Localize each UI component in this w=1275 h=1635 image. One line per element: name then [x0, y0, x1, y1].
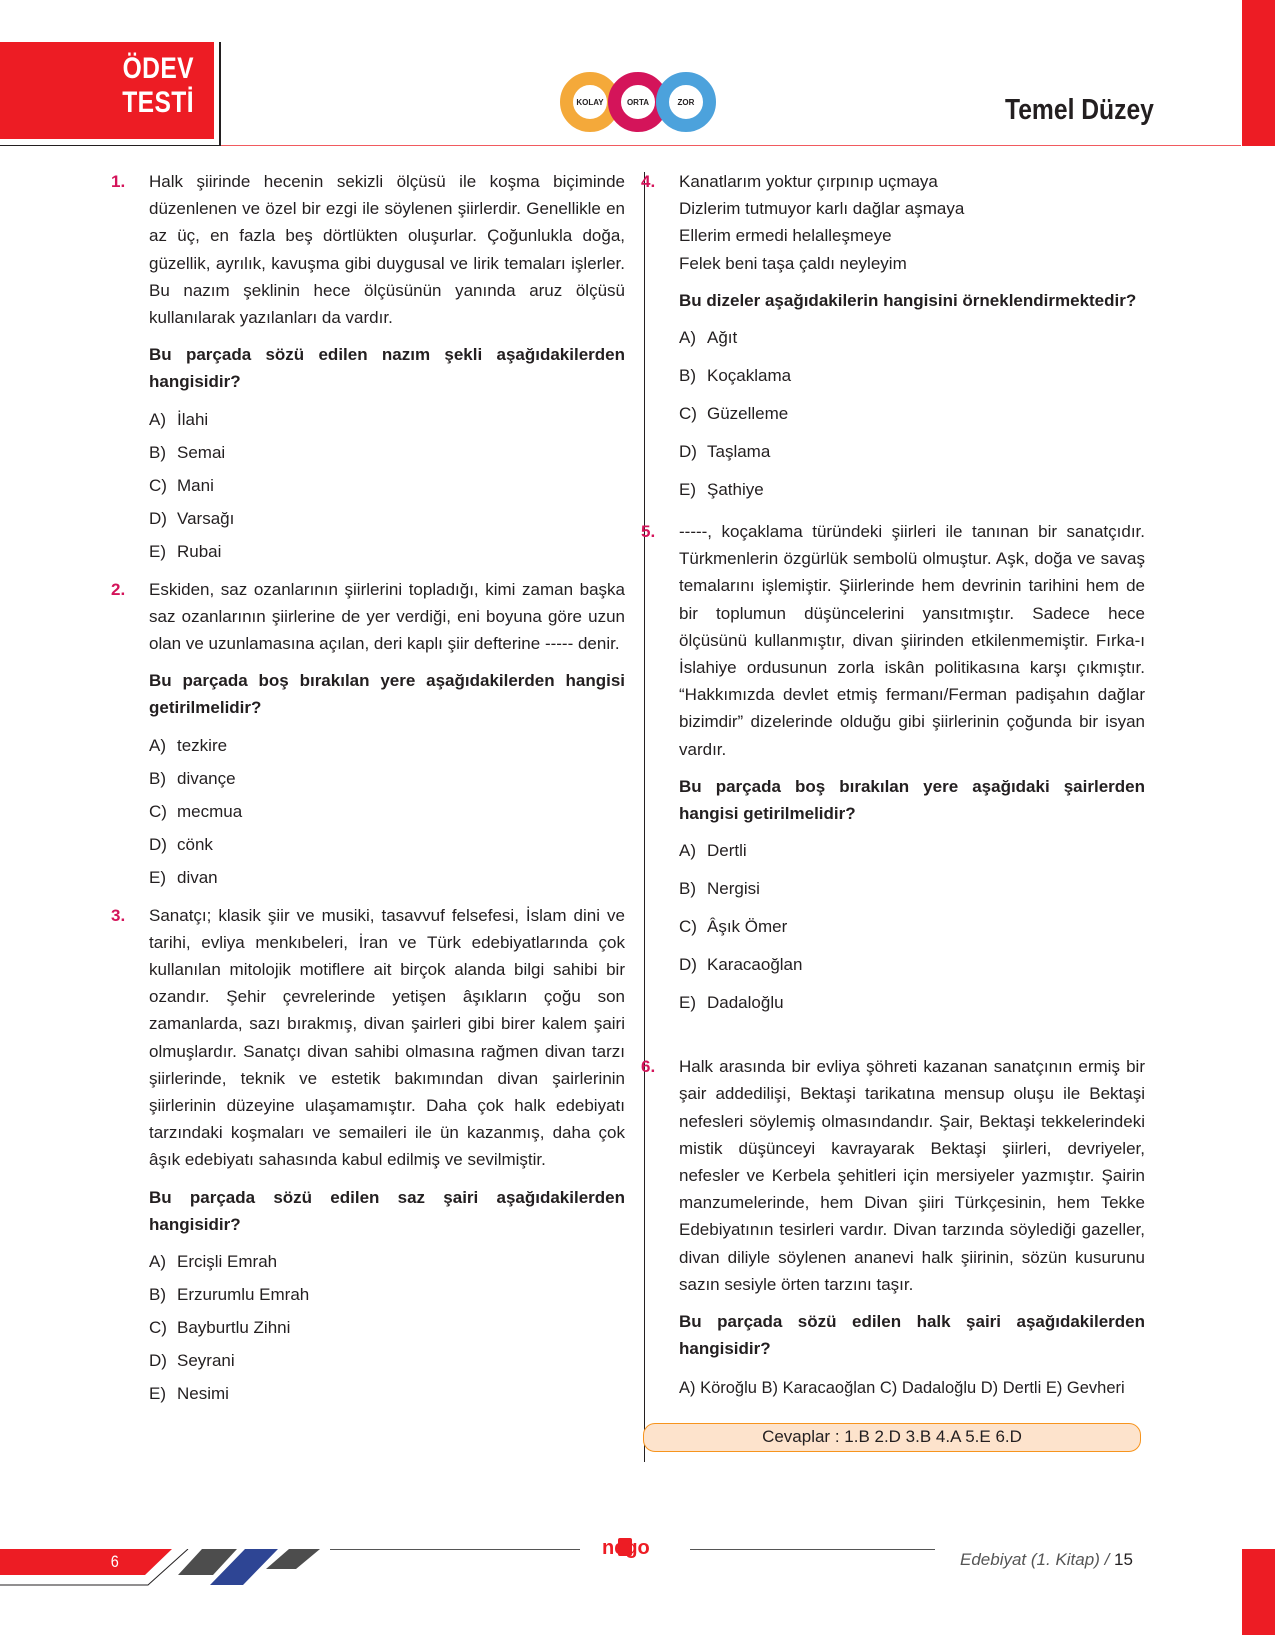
question-prompt: Bu parçada sözü edilen nazım şekli aşağıdakilerden hangisidir? — [149, 345, 625, 392]
page-separator: / — [1099, 1550, 1115, 1569]
option-a[interactable]: A) Ağıt — [679, 328, 738, 348]
question-number: 3. — [111, 905, 126, 925]
question-stem: -----, koçaklama türündeki şiirleri ile tanınan bir sanatçıdır. Türkmenlerin özgürlük sembolü olmuştur. Aşk, doğa ve savaş temalarını işlemiştir. Şiirlerinde hem devrinin tarihini hem de bir toplumun düşüncelerini yansıtmıştır. Sadece hece ölçüsünü kullanmıştır, divan şiirinden etkilenmemiştir. Fırka-ı İslahiye ordusunun zorla iskân politikasına karşı çıkmıştır. “Hakkımızda devlet etmiş fermanı/Ferman padişahın dağlar bizimdir” dizelerinde olduğu gibi şiirlerinin çoğunda bir isyan vardır. — [679, 522, 1145, 759]
difficulty-indicator — [560, 72, 720, 136]
logo-text: nego — [602, 1537, 650, 1559]
question-stem: Halk arasında bir evliya şöhreti kazanan sanatçının ermiş bir şair addedilişi, Bektaşi tarikatına mensup oluşu ile Bektaşi nefesleri söylemiş olmasındandır. Şair, Bektaşi tekkelerindeki mistik düşünceyi kavrayarak Bektaşi şiirleri, devriyeler, nefesler ve Kerbela şehitleri için mersiyeler yazmıştır. Şairin manzumelerinde, hem Divan şiiri Türkçesinin, hem Tekke Edebiyatının tesirleri vardır. Divan tarzında söylediği gazeller, divan diliyle söylenen ananevi halk şiirinin, sözün kusurunu sazın sesiyle örten tarzını taşır. — [679, 1057, 1145, 1294]
poem-line: Ellerim ermedi helalleşmeye — [679, 226, 892, 246]
options-inline: A) Köroğlu B) Karacaoğlan C) Dadaloğlu D) Dertli E) Gevheri — [679, 1379, 1125, 1398]
question-4 — [641, 168, 1145, 500]
question-3 — [111, 902, 625, 1404]
question-stem: Sanatçı; klasik şiir ve musiki, tasavvuf felsefesi, İslam dini ve tarihi, evliya menkıbeleri, İran ve Türk edebiyatlarında çok kullanılan mitolojik motiflere ait birçok alanda bilgi sahibi bir ozandır. Şehir çevrelerinde yetişen âşıkların çoğu son zamanlarda, sazı bırakmış, divan şairleri gibi birer kalem şairi olmuşlardır. Sanatçı divan sahibi olmasına rağmen divan tarzı şiirlerinde, teknik ve estetik bakımından divan şairlerinin şiirlerinin düzeyine ulaşamamıştır. Daha çok halk edebiyatı tarzındaki koşmaları ve semaileri ile ün kazanmış, daha çok âşık edebiyatı sahasında kabul edilmiş ve sevilmiştir. — [149, 905, 625, 1170]
option-d[interactable]: D) Seyrani — [149, 1351, 235, 1371]
option-c[interactable]: C) Güzelleme — [679, 404, 789, 424]
page-number-right: 15 — [1114, 1550, 1133, 1569]
footer-stripes — [0, 1549, 330, 1589]
question-2 — [111, 576, 625, 888]
question-number: 2. — [111, 579, 126, 599]
option-e[interactable]: E) Dadaloğlu — [679, 993, 784, 1013]
level-title: Temel Düzey — [1005, 94, 1154, 126]
question-5 — [641, 518, 1145, 1013]
question-prompt: Bu parçada boş bırakılan yere aşağıdakilerden hangisi getirilmelidir? — [149, 671, 625, 718]
option-e[interactable]: E) Şathiye — [679, 480, 764, 500]
options-list — [149, 736, 625, 888]
difficulty-label-medium: ORTA — [626, 97, 650, 107]
question-prompt: Bu parçada sözü edilen saz şairi aşağıdakilerden hangisidir? — [149, 1187, 625, 1234]
option-b[interactable]: B) Semai — [149, 442, 226, 462]
question-number: 5. — [641, 522, 656, 542]
question-prompt: Bu parçada sözü edilen halk şairi aşağıdakilerden hangisidir? — [679, 1312, 1145, 1359]
header-divider — [219, 42, 221, 146]
option-d[interactable]: D) cönk — [149, 834, 213, 854]
option-a[interactable]: A) Dertli — [679, 841, 747, 861]
options-list — [679, 328, 1145, 500]
option-d[interactable]: D) Karacaoğlan — [679, 955, 803, 975]
difficulty-ring-hard — [656, 72, 716, 132]
option-c[interactable]: C) Bayburtlu Zihni — [149, 1318, 291, 1338]
footer-rule-left — [330, 1549, 580, 1550]
poem-line: Dizlerim tutmuyor karlı dağlar aşmaya — [679, 199, 965, 219]
option-a[interactable]: A) tezkire — [149, 735, 228, 755]
option-b[interactable]: B) Koçaklama — [679, 366, 792, 386]
footer-rule-center — [690, 1549, 935, 1550]
header-rule-left — [0, 145, 221, 146]
options-list — [149, 1252, 625, 1404]
footer-edge-tab — [1242, 1549, 1275, 1635]
option-e[interactable]: E) Rubai — [149, 541, 222, 561]
page-number-left: 6 — [110, 1552, 119, 1571]
option-a[interactable]: A) Ercişli Emrah — [149, 1252, 278, 1272]
option-e[interactable]: E) Nesimi — [149, 1384, 229, 1404]
header-rule — [221, 145, 1241, 146]
options-list — [679, 841, 1145, 1013]
poem-line: Felek beni taşa çaldı neyleyim — [679, 253, 907, 273]
question-number: 1. — [111, 172, 126, 191]
header-edge-tab — [1242, 0, 1275, 146]
option-a[interactable]: A) İlahi — [149, 409, 209, 429]
book-page-label — [960, 1550, 1133, 1570]
poem — [679, 168, 1145, 277]
option-e[interactable]: E) divan — [149, 867, 218, 887]
question-prompt: Bu dizeler aşağıdakilerin hangisini örneklendirmektedir? — [679, 290, 1137, 310]
option-b[interactable]: B) Erzurumlu Emrah — [149, 1285, 310, 1305]
book-title: Edebiyat (1. Kitap) — [960, 1550, 1100, 1569]
question-6 — [641, 1053, 1145, 1400]
option-c[interactable]: C) Mani — [149, 475, 214, 495]
badge-line-2: TESTİ — [122, 86, 194, 119]
footer-red-tab — [0, 1549, 172, 1575]
option-b[interactable]: B) divançe — [149, 768, 236, 788]
difficulty-label-hard: ZOR — [677, 97, 695, 107]
question-number: 4. — [641, 172, 656, 191]
footer — [0, 1528, 1275, 1588]
question-prompt: Bu parçada boş bırakılan yere aşağıdaki şairlerden hangisi getirilmelidir? — [679, 776, 1145, 824]
options-list — [149, 410, 625, 562]
poem-line: Kanatlarım yoktur çırpınıp uçmaya — [679, 172, 938, 191]
question-stem: Eskiden, saz ozanlarının şiirlerini topladığı, kimi zaman başka saz ozanlarının şiirlerine de yer verdiği, eni boyuna göre uzun olan ve uzunlamasına açılan, deri kaplı şiir defterine ----- denir. — [149, 579, 625, 654]
right-column — [641, 168, 1145, 1400]
option-d[interactable]: D) Taşlama — [679, 442, 771, 462]
nego-logo — [600, 1532, 670, 1566]
option-d[interactable]: D) Varsağı — [149, 508, 235, 528]
question-number: 6. — [641, 1057, 656, 1077]
question-stem: Halk şiirinde hecenin sekizli ölçüsü ile koşma biçiminde düzenlenen ve özel bir ezgi ile söylenen şiirlerdir. Genellikle en az üç, en fazla beş dörtlükten oluşurlar. Çoğunlukla doğa, güzellik, ayrılık, kavuşma gibi duygusal ve lirik temaları işlerler. Bu nazım şeklinin hece ölçüsünün yanında aruz ölçüsü kullanılarak yazılanları da vardır. — [149, 172, 625, 328]
left-column — [111, 168, 625, 1417]
question-1 — [111, 168, 625, 562]
header-badge-title — [35, 52, 194, 120]
option-b[interactable]: B) Nergisi — [679, 879, 760, 899]
difficulty-label-easy: KOLAY — [576, 97, 604, 107]
answer-key: Cevaplar : 1.B 2.D 3.B 4.A 5.E 6.D — [643, 1423, 1141, 1452]
option-c[interactable]: C) Âşık Ömer — [679, 917, 788, 937]
badge-line-1: ÖDEV — [122, 52, 194, 85]
option-c[interactable]: C) mecmua — [149, 801, 243, 821]
